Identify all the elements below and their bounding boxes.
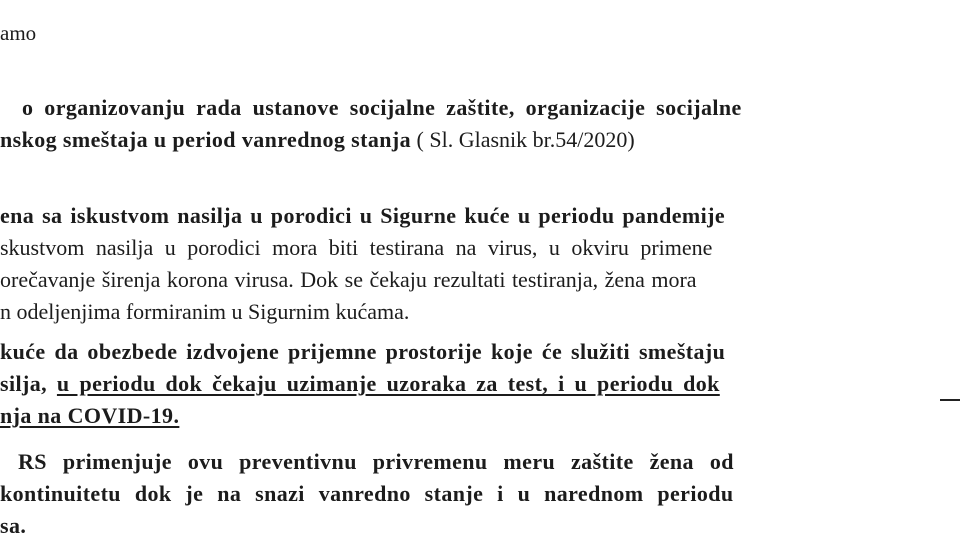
text-line-body-3: n odeljenjima formiranim u Sigurnim kućama. (0, 299, 410, 324)
text-line-body-2: orečavanje širenja korona virusa. Dok se čekaju rezultati testiranja, žena mora (0, 267, 697, 292)
text-line-regulation-title-1: o organizovanju rada ustanove socijalne zaštite, organizacije socijalne (22, 95, 742, 120)
official-gazette-reference: ( Sl. Glasnik br.54/2020) (411, 127, 635, 152)
text-line-bold-6: sa. (0, 513, 27, 538)
text-line-salutation-fragment: amo (0, 21, 37, 45)
text-line-body-1: skustvom nasilja u porodici mora biti testirana na virus, u okviru primene (0, 235, 713, 260)
underlined-emphasis-2: nja na COVID-19. (0, 403, 180, 428)
text-line-bold-1: kuće da obezbede izdvojene prijemne prostorije koje će služiti smeštaju (0, 339, 726, 364)
text-line-bold-4: RS primenjuje ovu preventivnu privremenu meru zaštite žena od (18, 449, 734, 474)
regulation-title-bold: nskog smeštaja u period vanrednog stanja (0, 127, 412, 152)
text-line-bold-2 (0, 371, 720, 397)
text-plain-fragment: silja, (0, 371, 57, 396)
text-line-regulation-title-2 (0, 127, 635, 153)
text-line-bold-3 (0, 403, 179, 429)
text-line-bold-5: kontinuitetu dok je na snazi vanredno stanje i u narednom periodu (0, 481, 734, 506)
section-heading-safe-houses: ena sa iskustvom nasilja u porodici u Sigurne kuće u periodu pandemije (0, 203, 725, 228)
underline-continuation (940, 399, 960, 401)
underlined-emphasis-1: u periodu dok čekaju uzimanje uzoraka za test, i u periodu dok (56, 371, 720, 396)
